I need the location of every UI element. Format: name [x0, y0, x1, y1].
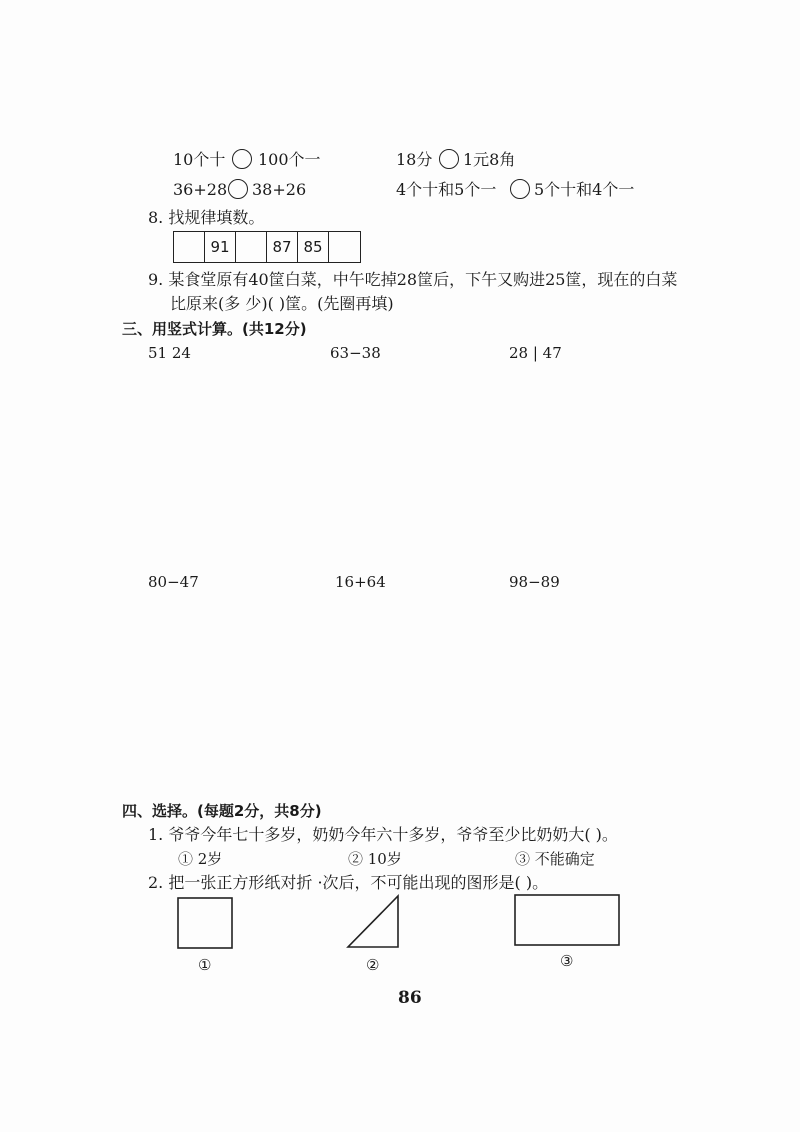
- compare-3-right: 38+26: [252, 180, 307, 199]
- calc-problem: 16+64: [335, 573, 386, 591]
- choice-option[interactable]: ③ 不能确定: [515, 850, 595, 868]
- answer-circle[interactable]: [439, 149, 459, 169]
- sequence-cell: 85: [298, 232, 329, 262]
- compare-4-right: 5个十和4个一: [534, 180, 635, 199]
- calc-problem: 80−47: [148, 573, 199, 591]
- compare-1-left: 10个十: [173, 150, 226, 169]
- q9-line1: 9. 某食堂原有40筐白菜，中午吃掉28筐后，下午又购进25筐，现在的白菜: [148, 270, 678, 289]
- sequence-cell[interactable]: [236, 232, 267, 262]
- section-4-title: 四、选择。(每题2分，共8分): [122, 802, 322, 820]
- q9-line2: 比原来(多 少)( )筐。(先圈再填): [170, 294, 394, 313]
- rectangle-shape: [513, 893, 623, 949]
- sequence-cell[interactable]: [329, 232, 360, 262]
- sequence-cell[interactable]: [174, 232, 205, 262]
- choice-option[interactable]: ① 2岁: [178, 850, 223, 868]
- shape-label[interactable]: ①: [198, 956, 212, 974]
- choice-option[interactable]: ② 10岁: [348, 850, 402, 868]
- choice-q1: 1. 爷爷今年七十多岁，奶奶今年六十多岁，爷爷至少比奶奶大( )。: [148, 825, 618, 844]
- compare-2-right: 1元8角: [463, 150, 516, 169]
- calc-problem: 28 | 47: [509, 344, 562, 362]
- shape-label[interactable]: ②: [366, 956, 380, 974]
- compare-4-left: 4个十和5个一: [396, 180, 497, 199]
- answer-circle[interactable]: [232, 149, 252, 169]
- answer-circle[interactable]: [510, 179, 530, 199]
- q8-label: 8. 找规律填数。: [148, 208, 265, 227]
- page-number: 86: [398, 988, 422, 1008]
- calc-problem: 98−89: [509, 573, 560, 591]
- shape-label[interactable]: ③: [560, 952, 574, 970]
- compare-2-left: 18分: [396, 150, 433, 169]
- calc-problem: 51 24: [148, 344, 191, 362]
- choice-q2: 2. 把一张正方形纸对折 ·次后，不可能出现的图形是( )。: [148, 873, 549, 892]
- compare-3-left: 36+28: [173, 180, 228, 199]
- sequence-cell: 87: [267, 232, 298, 262]
- triangle-shape: [344, 893, 404, 951]
- answer-circle[interactable]: [228, 179, 248, 199]
- square-shape: [176, 896, 236, 952]
- compare-1-right: 100个一: [258, 150, 321, 169]
- number-sequence-boxes: [173, 231, 361, 263]
- section-3-title: 三、用竖式计算。(共12分): [122, 320, 307, 338]
- sequence-cell: 91: [205, 232, 236, 262]
- calc-problem: 63−38: [330, 344, 381, 362]
